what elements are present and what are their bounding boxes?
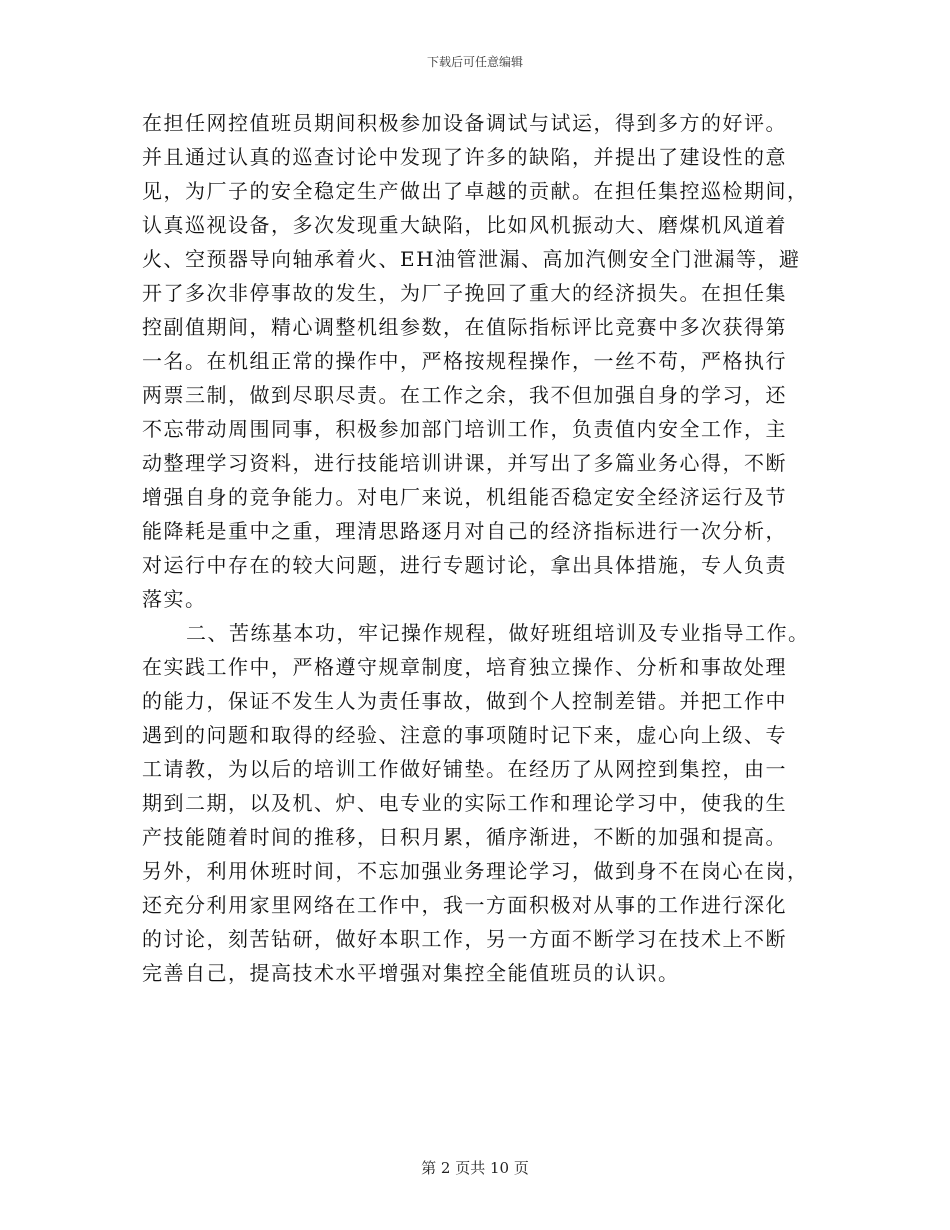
body-line: 两票三制，做到尽职尽责。在工作之余，我不但加强自身的学习，还 [142,383,787,407]
body-line: 控副值期间，精心调整机组参数，在值际指标评比竞赛中多次获得第 [142,315,787,339]
body-line: 火、空预器导向轴承着火、EH油管泄漏、高加汽侧安全门泄漏等，避 [142,247,801,271]
body-line: 见，为厂子的安全稳定生产做出了卓越的贡献。在担任集控巡检期间， [142,179,809,203]
body-line: 产技能随着时间的推移，日积月累，循序渐进，不断的加强和提高。 [142,825,787,849]
body-line: 遇到的问题和取得的经验、注意的事项随时记下来，虚心向上级、专 [142,723,787,747]
body-line: 认真巡视设备，多次发现重大缺陷，比如风机振动大、磨煤机风道着 [142,213,787,237]
body-line: 在担任网控值班员期间积极参加设备调试与试运，得到多方的好评。 [142,111,787,135]
page-header-note: 下载后可任意编辑 [426,55,523,69]
body-line: 增强自身的竞争能力。对电厂来说，机组能否稳定安全经济运行及节 [142,485,787,509]
body-line: 落实。 [142,587,207,611]
body-line: 另外，利用休班时间，不忘加强业务理论学习，做到身不在岗心在岗， [142,859,809,883]
body-line: 开了多次非停事故的发生，为厂子挽回了重大的经济损失。在担任集 [142,281,787,305]
body-line: 期到二期，以及机、炉、电专业的实际工作和理论学习中，使我的生 [142,791,787,815]
document-body [142,106,810,990]
body-line: 不忘带动周围同事，积极参加部门培训工作，负责值内安全工作，主 [142,417,787,441]
body-line: 的讨论，刻苦钻研，做好本职工作，另一方面不断学习在技术上不断 [142,927,787,951]
body-line: 一名。在机组正常的操作中，严格按规程操作，一丝不苟，严格执行 [142,349,787,373]
section-heading-line: 二、苦练基本功，牢记操作规程，做好班组培训及专业指导工作。 [186,621,810,645]
body-line: 的能力，保证不发生人为责任事故，做到个人控制差错。并把工作中 [142,689,787,713]
body-line: 能降耗是重中之重，理清思路逐月对自己的经济指标进行一次分析， [142,519,787,543]
body-line: 完善自己，提高技术水平增强对集控全能值班员的认识。 [142,961,680,985]
body-line: 在实践工作中，严格遵守规章制度，培育独立操作、分析和事故处理 [142,655,787,679]
body-line: 并且通过认真的巡查讨论中发现了许多的缺陷，并提出了建设性的意 [142,145,787,169]
body-line: 还充分利用家里网络在工作中，我一方面积极对从事的工作进行深化 [142,893,787,917]
body-line: 动整理学习资料，进行技能培训讲课，并写出了多篇业务心得，不断 [142,451,787,475]
page-number-footer: 第 2 页共 10 页 [421,1159,529,1177]
body-line: 对运行中存在的较大问题，进行专题讨论，拿出具体措施，专人负责 [142,553,787,577]
body-line: 工请教，为以后的培训工作做好铺垫。在经历了从网控到集控，由一 [142,757,787,781]
